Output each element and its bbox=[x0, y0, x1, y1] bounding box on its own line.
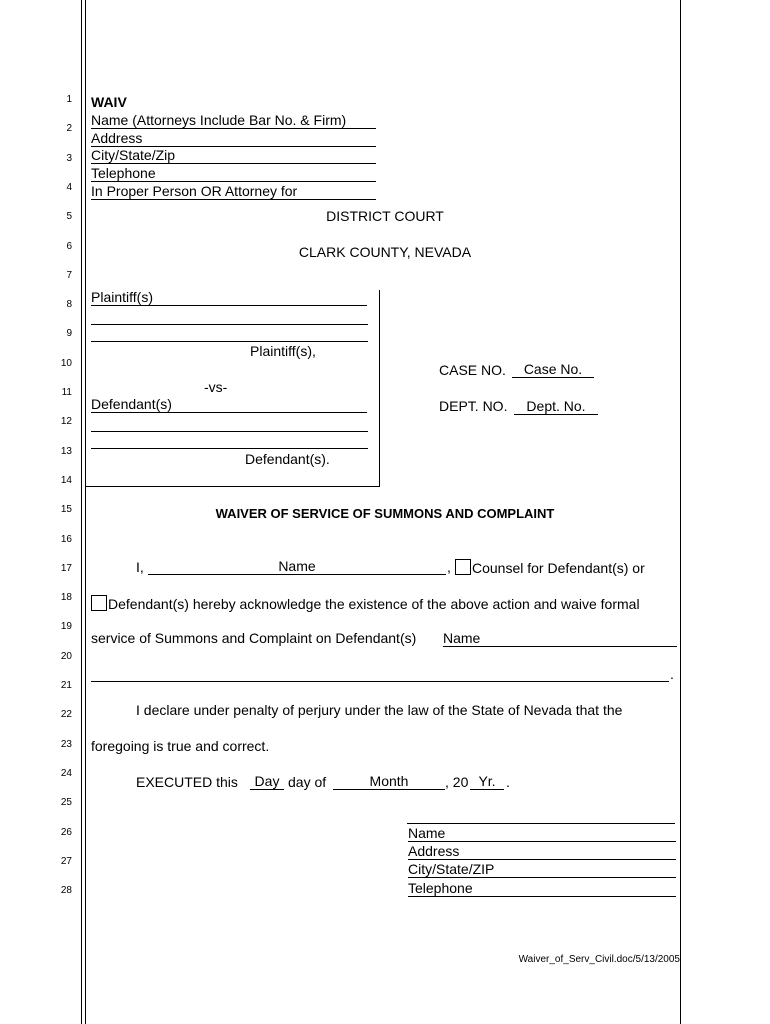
year-suffix: . bbox=[506, 774, 510, 790]
counsel-option bbox=[455, 559, 645, 576]
year-field[interactable]: Yr. bbox=[470, 773, 504, 790]
line-number: 24 bbox=[60, 767, 72, 779]
city-state-zip-field[interactable]: City/State/Zip bbox=[91, 147, 376, 164]
attorney-name-field[interactable]: Name (Attorneys Include Bar No. & Firm) bbox=[91, 112, 376, 129]
service-text: service of Summons and Complaint on Defendant(s) bbox=[91, 630, 417, 646]
line-number: 13 bbox=[60, 445, 72, 457]
right-margin-rule bbox=[680, 0, 681, 1024]
telephone-field[interactable]: Telephone bbox=[91, 165, 376, 182]
line-number: 4 bbox=[66, 181, 72, 193]
year-prefix: , 20 bbox=[445, 774, 469, 790]
signature-city-field[interactable]: City/State/ZIP bbox=[408, 861, 676, 878]
line-number: 26 bbox=[60, 826, 72, 838]
signature-address-field[interactable]: Address bbox=[408, 843, 676, 860]
month-field[interactable]: Month bbox=[333, 773, 445, 790]
line-number: 10 bbox=[60, 357, 72, 369]
versus-label: -vs- bbox=[204, 379, 228, 395]
case-no-field[interactable]: Case No. bbox=[512, 361, 594, 378]
line-number: 16 bbox=[60, 533, 72, 545]
declaration-text: I declare under penalty of perjury under the law of the State of Nevada that the bbox=[136, 702, 623, 718]
defendant-extra-line-1 bbox=[91, 431, 368, 432]
footer-filename: Waiver_of_Serv_Civil.doc/5/13/2005 bbox=[518, 954, 680, 965]
defendant-label: Defendant(s). bbox=[245, 451, 330, 467]
signature-line bbox=[407, 823, 675, 824]
comma-separator: , bbox=[447, 559, 451, 575]
case-no-label: CASE NO. bbox=[439, 362, 506, 378]
plaintiff-field[interactable]: Plaintiff(s) bbox=[91, 289, 367, 306]
attorney-for-field[interactable]: In Proper Person OR Attorney for bbox=[91, 183, 376, 200]
line-number: 17 bbox=[60, 562, 72, 574]
line-number: 18 bbox=[60, 592, 72, 604]
counsel-option-label: Counsel for Defendant(s) or bbox=[472, 560, 645, 576]
signature-name-field[interactable]: Name bbox=[408, 825, 676, 842]
acknowledge-text: hereby acknowledge the existence of the above action and waive formal bbox=[192, 596, 640, 612]
line-number: 19 bbox=[60, 621, 72, 633]
line-number: 12 bbox=[60, 416, 72, 428]
address-field[interactable]: Address bbox=[91, 130, 376, 147]
i-label: I, bbox=[136, 559, 144, 575]
plaintiff-label: Plaintiff(s), bbox=[250, 343, 316, 359]
line-number: 22 bbox=[60, 709, 72, 721]
dept-no-field[interactable]: Dept. No. bbox=[514, 398, 598, 415]
left-margin-rule-inner bbox=[85, 0, 86, 1024]
plaintiff-extra-line-1 bbox=[91, 324, 368, 325]
counsel-checkbox[interactable] bbox=[455, 559, 471, 575]
line-number: 11 bbox=[61, 387, 72, 398]
form-code: WAIV bbox=[91, 94, 127, 110]
document-title: WAIVER OF SERVICE OF SUMMONS AND COMPLAINT bbox=[215, 506, 555, 521]
signature-telephone-field[interactable]: Telephone bbox=[408, 880, 676, 897]
day-of-label: day of bbox=[288, 774, 327, 790]
line-number: 27 bbox=[60, 855, 72, 867]
executed-label: EXECUTED this bbox=[136, 774, 238, 790]
service-defendant-name-field[interactable]: Name bbox=[443, 630, 677, 647]
line-number: 15 bbox=[60, 504, 72, 516]
court-name: DISTRICT COURT bbox=[326, 208, 444, 224]
declarant-name-field[interactable]: Name bbox=[148, 558, 446, 575]
line-number: 23 bbox=[60, 738, 72, 750]
day-field[interactable]: Day bbox=[250, 773, 284, 790]
line-number: 7 bbox=[66, 269, 72, 281]
caption-box-right-border bbox=[379, 290, 380, 486]
defendant-option-label: Defendant(s) bbox=[108, 596, 189, 612]
service-period: . bbox=[670, 666, 674, 682]
line-number: 21 bbox=[60, 680, 72, 691]
line-number: 6 bbox=[66, 240, 72, 252]
line-number: 14 bbox=[60, 474, 72, 486]
dept-no-label: DEPT. NO. bbox=[439, 398, 508, 414]
line-number: 1 bbox=[66, 94, 72, 105]
defendant-field[interactable]: Defendant(s) bbox=[91, 396, 367, 413]
line-number: 2 bbox=[66, 123, 72, 135]
service-continuation-line bbox=[91, 681, 669, 682]
line-number: 8 bbox=[66, 299, 72, 311]
foregoing-text: foregoing is true and correct. bbox=[91, 738, 270, 754]
caption-box-bottom-border bbox=[85, 486, 380, 487]
court-county: CLARK COUNTY, NEVADA bbox=[298, 244, 472, 260]
left-margin-rule-outer bbox=[81, 0, 82, 1024]
defendant-extra-line-2 bbox=[91, 448, 368, 449]
defendant-option-line bbox=[91, 595, 640, 612]
line-number: 25 bbox=[60, 797, 72, 809]
plaintiff-extra-line-2 bbox=[91, 341, 368, 342]
line-number: 28 bbox=[60, 885, 72, 897]
line-number: 5 bbox=[66, 211, 72, 223]
line-number: 20 bbox=[60, 650, 72, 662]
line-number: 9 bbox=[66, 328, 72, 340]
defendant-checkbox[interactable] bbox=[91, 595, 107, 611]
line-number: 3 bbox=[66, 152, 72, 164]
